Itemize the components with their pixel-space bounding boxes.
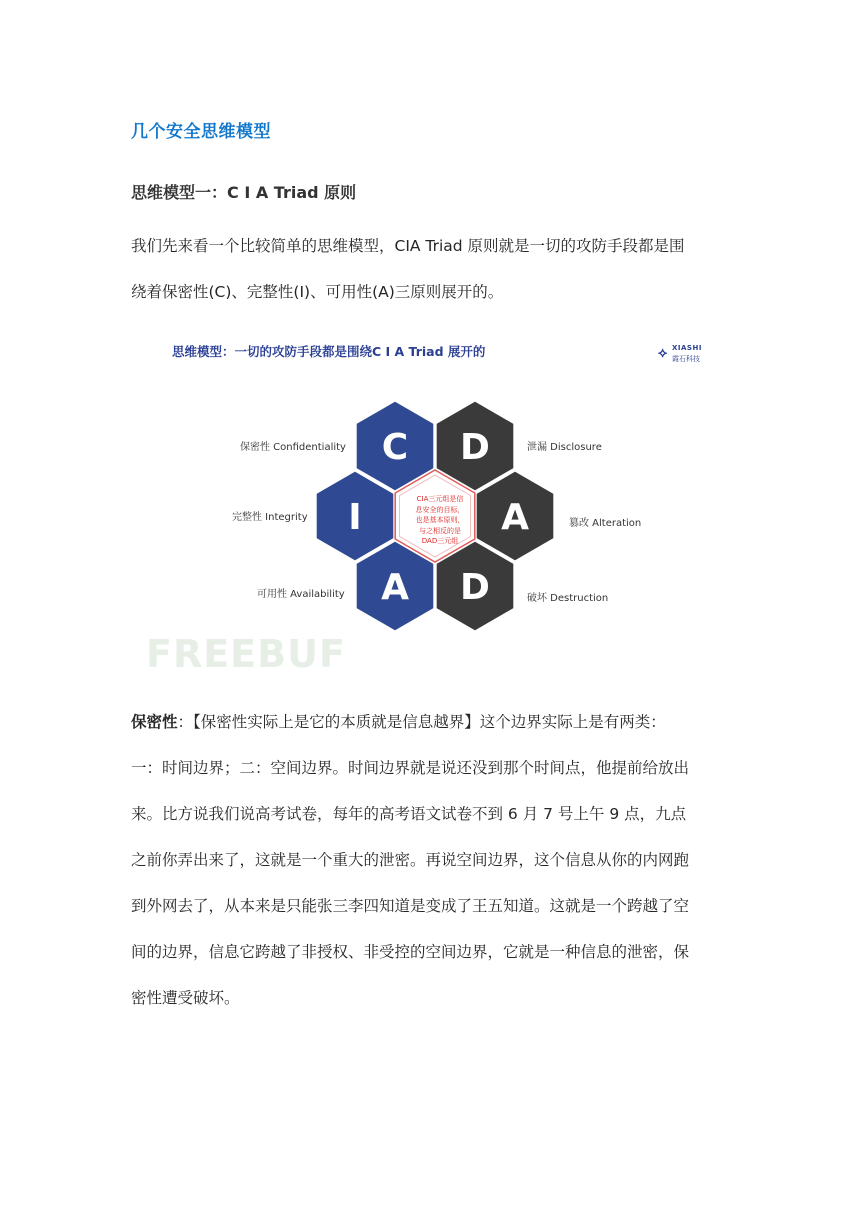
center-line: 与之相反的是 [419, 526, 461, 535]
logo-brand: XIASHI [672, 344, 702, 352]
conf-line-5: 到外网去了，从本来是只能张三李四知道是变成了王五知道。这就是一个跨越了空 [131, 897, 690, 915]
logo-brand-cn: 霞石科技 [672, 355, 700, 363]
conf-first-rest: ：【保密性实际上是它的本质就是信息越界】这个边界实际上是有两类： [177, 713, 666, 731]
hexagon-letter: D [460, 567, 490, 608]
hexagon-letter: A [501, 497, 529, 538]
conf-line-6: 间的边界，信息它跨越了非授权、非受控的空间边界，它就是一种信息的泄密，保 [131, 943, 690, 961]
figure-title: 思维模型：一切的攻防手段都是围绕C I A Triad 展开的 [172, 344, 486, 359]
conf-lead: 保密性 [131, 713, 178, 731]
label-integrity: 完整性 Integrity [232, 512, 308, 523]
hexagon-letter: C [381, 427, 409, 468]
center-line: CIA三元组是信 [416, 495, 464, 503]
intro-paragraph [131, 231, 741, 323]
model-heading: 思维模型一：C I A Triad 原则 [131, 183, 357, 202]
conf-line-1 [131, 707, 741, 753]
confidentiality-paragraph [131, 707, 741, 1029]
label-alteration: 篡改 Alteration [569, 518, 642, 529]
freebuf-watermark: FREEBUF [146, 632, 346, 676]
center-line: 也是基本原则， [415, 516, 465, 524]
center-description [396, 494, 484, 547]
section-title: 几个安全思维模型 [131, 122, 271, 142]
intro-line-2: 绕着保密性(C)、完整性(I)、可用性(A)三原则展开的。 [131, 283, 504, 301]
logo-mark-icon: ⟡ [658, 345, 668, 361]
center-line: 息安全的目标， [415, 505, 465, 514]
conf-line-4: 之前你弄出来了，这就是一个重大的泄密。再说空间边界，这个信息从你的内网跑 [131, 851, 690, 869]
conf-line-7: 密性遭受破坏。 [131, 989, 240, 1007]
label-disclosure: 泄漏 Disclosure [527, 442, 602, 453]
conf-line-3: 来。比方说我们说高考试卷，每年的高考语文试卷不到 6 月 7 号上午 9 点，九点 [131, 805, 687, 823]
hexagon-letter: A [381, 567, 409, 608]
hexagon-letter: I [348, 497, 362, 538]
intro-line-1: 我们先来看一个比较简单的思维模型，CIA Triad 原则就是一切的攻防手段都是围 [131, 237, 685, 255]
hexagon-letter: D [460, 427, 490, 468]
conf-line-2: 一：时间边界；二：空间边界。时间边界就是说还没到那个时间点，他提前给放出 [131, 759, 690, 777]
label-availability: 可用性 Availability [257, 589, 345, 600]
label-destruction: 破坏 Destruction [527, 593, 609, 604]
cia-triad-figure [146, 330, 730, 676]
label-confidentiality: 保密性 Confidentiality [240, 442, 346, 453]
center-line: DAD三元组 [421, 537, 459, 545]
